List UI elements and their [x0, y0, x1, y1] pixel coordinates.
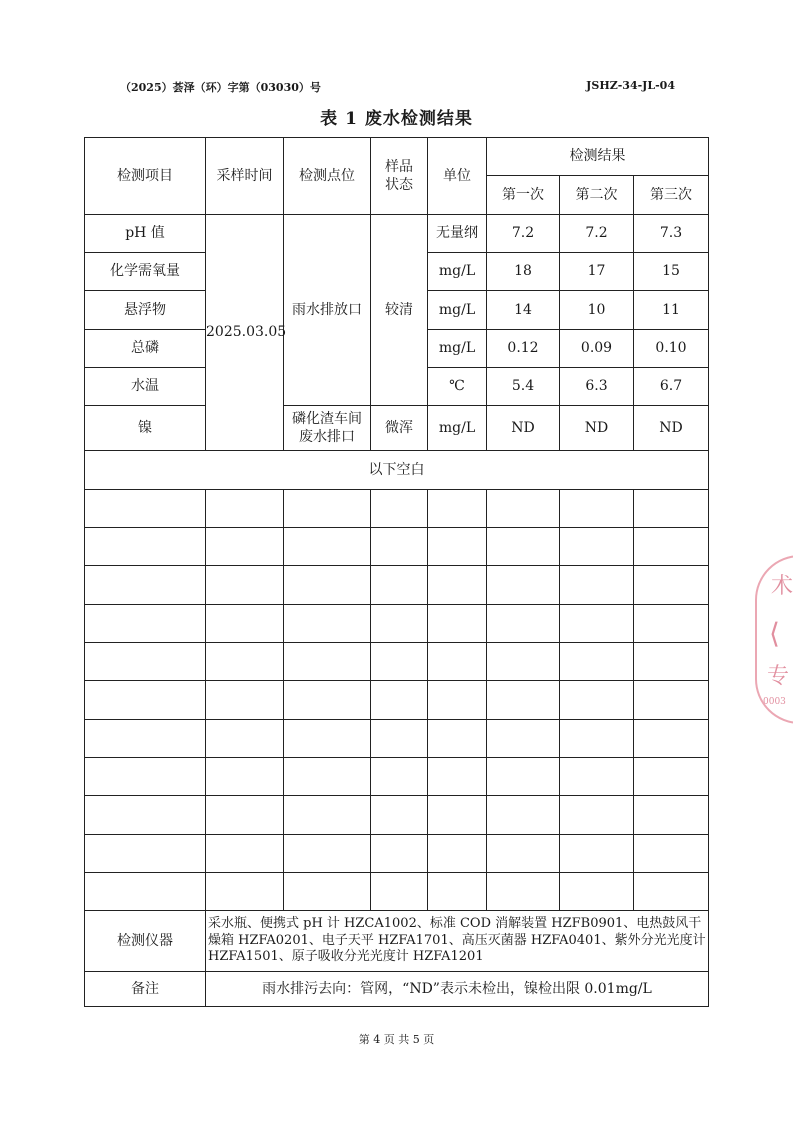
row-result-2: 10 [560, 291, 634, 330]
blank-cell [428, 643, 487, 681]
remarks-label: 备注 [85, 972, 206, 1007]
sampling-date: 2025.03.05 [206, 215, 284, 451]
blank-cell [85, 796, 206, 835]
blank-cell [560, 873, 634, 911]
blank-cell [284, 643, 371, 681]
header-state-line2: 状态 [385, 177, 413, 193]
blank-cell [85, 835, 206, 873]
blank-cell [206, 643, 284, 681]
header-first: 第一次 [487, 176, 560, 215]
blank-cell [371, 873, 428, 911]
blank-row [85, 835, 709, 873]
blank-cell [634, 681, 709, 720]
blank-cell [85, 758, 206, 796]
blank-cell [634, 720, 709, 758]
row-result-2: 6.3 [560, 368, 634, 406]
blank-cell [560, 566, 634, 605]
blank-cell [85, 873, 206, 911]
blank-cell [206, 528, 284, 566]
blank-cell [284, 720, 371, 758]
blank-cell [284, 796, 371, 835]
blank-cell [487, 528, 560, 566]
blank-cell [206, 566, 284, 605]
blank-cell [85, 528, 206, 566]
state-clear: 较清 [371, 215, 428, 406]
form-code: JSHZ-34-JL-04 [586, 79, 675, 92]
row-unit: mg/L [428, 253, 487, 291]
official-seal-partial [755, 555, 793, 724]
row-item: 化学需氧量 [85, 253, 206, 291]
blank-cell [560, 835, 634, 873]
blank-cell [428, 528, 487, 566]
document-number: （2025）荟泽（环）字第（03030）号 [120, 81, 321, 94]
blank-row [85, 528, 709, 566]
blank-cell [85, 490, 206, 528]
blank-cell [634, 758, 709, 796]
seal-mark: ⟨ [769, 617, 780, 650]
page-title: 表 1 废水检测结果 [320, 109, 473, 129]
blank-cell [85, 566, 206, 605]
blank-row [85, 605, 709, 643]
blank-cell [206, 873, 284, 911]
blank-row [85, 758, 709, 796]
row-result-3: 0.10 [634, 330, 709, 368]
blank-cell [428, 566, 487, 605]
blank-cell [371, 605, 428, 643]
header-third: 第三次 [634, 176, 709, 215]
row-result-3: 15 [634, 253, 709, 291]
blank-cell [487, 873, 560, 911]
blank-cell [371, 490, 428, 528]
blank-cell [428, 720, 487, 758]
blank-cell [634, 873, 709, 911]
blank-cell [371, 643, 428, 681]
row-unit: mg/L [428, 406, 487, 451]
blank-cell [560, 643, 634, 681]
blank-cell [284, 835, 371, 873]
blank-row [85, 873, 709, 911]
row-result-1: 7.2 [487, 215, 560, 253]
blank-cell [560, 796, 634, 835]
blank-cell [487, 605, 560, 643]
blank-cell [634, 605, 709, 643]
blank-cell [634, 528, 709, 566]
header-point: 检测点位 [284, 138, 371, 215]
point-phos [284, 406, 371, 451]
row-result-2: ND [560, 406, 634, 451]
blank-cell [206, 835, 284, 873]
row-item: pH 值 [85, 215, 206, 253]
blank-cell [487, 720, 560, 758]
blank-cell [85, 643, 206, 681]
row-result-3: 7.3 [634, 215, 709, 253]
blank-cell [206, 605, 284, 643]
blank-cell [284, 566, 371, 605]
seal-char: 专 [767, 664, 790, 689]
row-result-2: 7.2 [560, 215, 634, 253]
page-footer: 第 4 页 共 5 页 [358, 1033, 435, 1046]
blank-cell [85, 605, 206, 643]
blank-cell [487, 758, 560, 796]
header-state [371, 138, 428, 215]
blank-cell [371, 681, 428, 720]
point-phos-line2: 废水排口 [299, 429, 355, 445]
blank-cell [560, 758, 634, 796]
row-result-1: 5.4 [487, 368, 560, 406]
row-item: 水温 [85, 368, 206, 406]
state-slight: 微浑 [371, 406, 428, 451]
blank-cell [85, 681, 206, 720]
row-result-2: 17 [560, 253, 634, 291]
instruments-text: 采水瓶、便携式 pH 计 HZCA1002、标准 COD 消解装置 HZFB0901、电热鼓风干燥箱 HZFA0201、电子天平 HZFA1701、高压灭菌器 HZFA0401、紫外分光光度计 HZFA1501、原子吸收分光光度计 HZFA1201 [206, 911, 709, 972]
blank-cell [284, 681, 371, 720]
blank-cell [634, 835, 709, 873]
header-time: 采样时间 [206, 138, 284, 215]
blank-cell [634, 643, 709, 681]
row-result-3: ND [634, 406, 709, 451]
blank-cell [206, 681, 284, 720]
blank-cell [428, 605, 487, 643]
blank-cell [428, 681, 487, 720]
blank-row [85, 796, 709, 835]
blank-cell [428, 873, 487, 911]
blank-cell [284, 490, 371, 528]
row-result-2: 0.09 [560, 330, 634, 368]
blank-cell [634, 796, 709, 835]
blank-cell [560, 605, 634, 643]
blank-cell [284, 605, 371, 643]
row-item: 悬浮物 [85, 291, 206, 330]
blank-cell [487, 835, 560, 873]
blank-cell [487, 796, 560, 835]
blank-cell [371, 720, 428, 758]
point-phos-line1: 磷化渣车间 [292, 410, 362, 427]
blank-cell [206, 490, 284, 528]
header-second: 第二次 [560, 176, 634, 215]
row-unit: 无量纲 [428, 215, 487, 253]
blank-cell [206, 758, 284, 796]
row-result-3: 11 [634, 291, 709, 330]
blank-cell [85, 720, 206, 758]
blank-cell [371, 566, 428, 605]
seal-char: 术 [771, 574, 793, 599]
blank-rows [85, 490, 709, 911]
blank-cell [428, 490, 487, 528]
blank-note: 以下空白 [85, 451, 709, 490]
point-rain: 雨水排放口 [284, 215, 371, 406]
blank-cell [284, 873, 371, 911]
blank-cell [428, 758, 487, 796]
row-result-1: 18 [487, 253, 560, 291]
row-unit: ℃ [428, 368, 487, 406]
blank-row [85, 720, 709, 758]
wastewater-results-table [84, 137, 709, 1007]
blank-row [85, 566, 709, 605]
blank-cell [487, 490, 560, 528]
blank-cell [371, 796, 428, 835]
blank-cell [560, 490, 634, 528]
blank-cell [428, 835, 487, 873]
row-result-1: ND [487, 406, 560, 451]
blank-cell [284, 758, 371, 796]
blank-row [85, 681, 709, 720]
blank-row [85, 643, 709, 681]
blank-cell [560, 720, 634, 758]
seal-number: 0003 [763, 697, 786, 707]
remarks-text: 雨水排污去向：管网，“ND”表示未检出，镍检出限 0.01mg/L [206, 972, 709, 1007]
row-item: 镍 [85, 406, 206, 451]
blank-cell [206, 720, 284, 758]
blank-cell [634, 490, 709, 528]
blank-row [85, 490, 709, 528]
blank-cell [371, 758, 428, 796]
blank-cell [487, 681, 560, 720]
blank-cell [634, 566, 709, 605]
blank-cell [371, 835, 428, 873]
row-unit: mg/L [428, 291, 487, 330]
header-result: 检测结果 [487, 138, 709, 176]
header-item: 检测项目 [85, 138, 206, 215]
blank-cell [560, 681, 634, 720]
blank-cell [428, 796, 487, 835]
instruments-label: 检测仪器 [85, 911, 206, 972]
blank-cell [560, 528, 634, 566]
row-result-3: 6.7 [634, 368, 709, 406]
row-result-1: 14 [487, 291, 560, 330]
row-item: 总磷 [85, 330, 206, 368]
header-state-line1: 样品 [385, 158, 413, 175]
blank-cell [206, 796, 284, 835]
blank-cell [487, 566, 560, 605]
blank-cell [284, 528, 371, 566]
blank-cell [487, 643, 560, 681]
row-unit: mg/L [428, 330, 487, 368]
row-result-1: 0.12 [487, 330, 560, 368]
header-unit: 单位 [428, 138, 487, 215]
blank-cell [371, 528, 428, 566]
